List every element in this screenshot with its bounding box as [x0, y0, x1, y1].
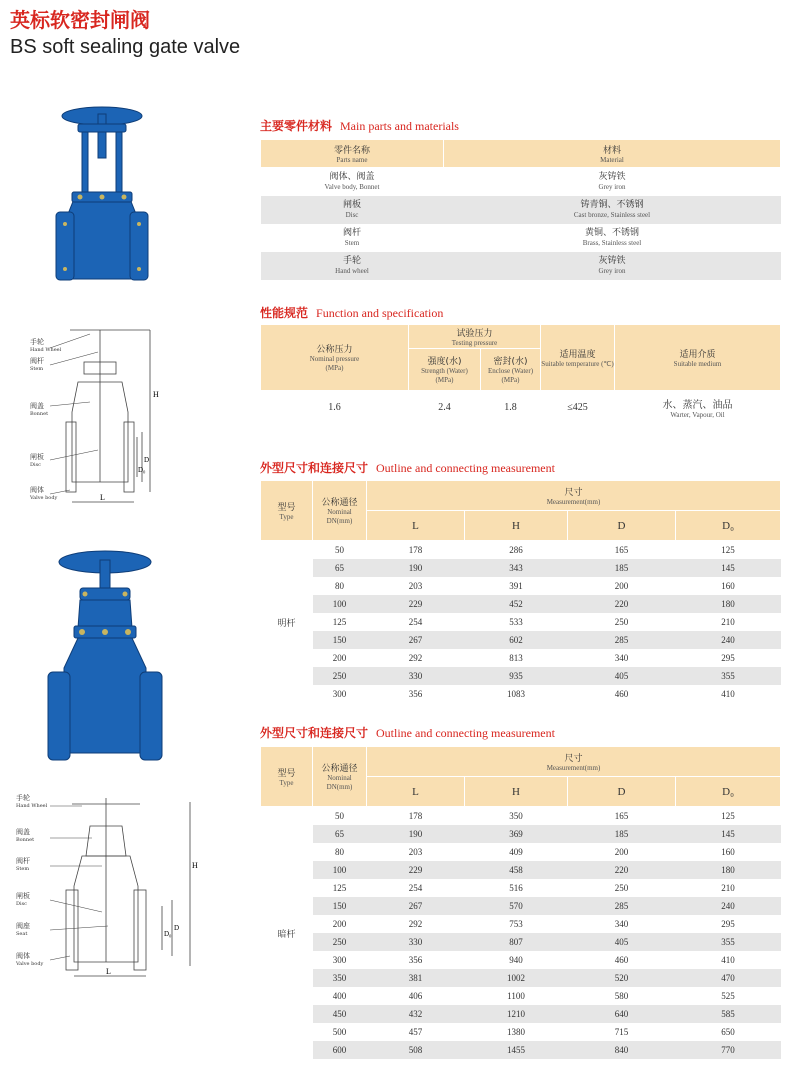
table-cell: 406 — [408, 991, 423, 1001]
table-cell: 285 — [568, 897, 676, 915]
parts-col-material: 材料 Material — [444, 140, 781, 168]
table-cell: 343 — [465, 559, 568, 577]
table-cell: 753 — [509, 919, 523, 929]
table-cell: 100 — [313, 595, 367, 613]
table-row — [261, 649, 781, 667]
table-row — [261, 825, 781, 843]
table-row — [261, 595, 781, 613]
table-row — [261, 541, 781, 560]
table-cell: 267 — [367, 897, 465, 915]
table-cell: 356 — [408, 689, 423, 699]
label2-bonnet-en: Bonnet — [16, 837, 35, 843]
table-row — [261, 933, 781, 951]
parts-col-name: 零件名称 Parts name — [261, 140, 444, 168]
table-cell: 50 — [335, 811, 344, 821]
table-row — [261, 861, 781, 879]
table-cell: 602 — [465, 631, 568, 649]
label-disc-en: Disc — [30, 462, 41, 468]
non-rising-stem-valve-drawing — [10, 786, 200, 986]
table-cell: 165 — [614, 811, 629, 821]
table-cell: 410 — [721, 689, 735, 699]
dims1-col-L: L — [367, 511, 465, 541]
table-cell: 65 — [313, 825, 367, 843]
table-cell: 185 — [568, 559, 676, 577]
dims2-heading: 外型尺寸和连接尺寸 Outline and connecting measurement — [260, 726, 555, 740]
table-cell: 125 — [721, 811, 735, 821]
dims2-table — [260, 746, 781, 1059]
table-cell: 432 — [367, 1005, 465, 1023]
non-rising-stem-valve-photo — [40, 548, 170, 770]
spec-heading: 性能规范 Function and specification — [260, 306, 444, 320]
label2-handwheel-cn: 手轮 — [16, 794, 30, 802]
dims2-col-dn: 公称通径 Nominal DN(mm) — [313, 747, 367, 807]
table-cell: 400 — [332, 991, 347, 1001]
table-cell: 250 — [313, 667, 367, 685]
table-cell: 203 — [408, 847, 423, 857]
table-cell: 500 — [332, 1027, 347, 1037]
label-handwheel-en: Hand Wheel — [30, 347, 62, 353]
table-cell: 254 — [408, 883, 423, 893]
table-cell: 229 — [367, 595, 465, 613]
table-cell: 65 — [313, 559, 367, 577]
parts-heading: 主要零件材料 Main parts and materials — [260, 119, 459, 133]
table-cell: 1100 — [507, 991, 525, 1001]
table-cell: 355 — [676, 933, 781, 951]
table-cell: 350 — [313, 969, 367, 987]
table-cell: 185 — [568, 825, 676, 843]
dims2-col-L: L — [367, 777, 465, 807]
page-title-en: BS soft sealing gate valve — [10, 36, 241, 58]
dims2-col-measurement: 尺寸 Measurement(mm) — [367, 747, 781, 777]
table-cell: 381 — [367, 969, 465, 987]
table-cell: 460 — [614, 689, 629, 699]
dims1-col-D: D — [568, 511, 676, 541]
table-cell: 203 — [408, 581, 423, 591]
label-body-en: Valve body — [30, 495, 58, 501]
rising-stem-valve-drawing — [10, 322, 170, 512]
table-cell: 516 — [509, 883, 523, 893]
table-cell: 292 — [408, 919, 423, 929]
table-cell: 178 — [408, 545, 423, 555]
table-row — [261, 969, 781, 987]
table-cell: 525 — [721, 991, 735, 1001]
table-cell: 520 — [568, 969, 676, 987]
dims1-col-dn: 公称通径 Nominal DN(mm) — [313, 481, 367, 541]
label2-handwheel-en: Hand Wheel — [16, 803, 48, 809]
table-cell: 450 — [313, 1005, 367, 1023]
dims1-col-measurement: 尺寸 Measurement(mm) — [367, 481, 781, 511]
table-cell: 80 — [335, 581, 344, 591]
type-label: 暗杆 — [261, 807, 313, 1060]
rising-stem-valve-photo — [52, 104, 160, 294]
dim-L-label: L — [100, 493, 105, 502]
dims1-col-H: H — [465, 511, 568, 541]
table-cell: 470 — [676, 969, 781, 987]
table-cell: 457 — [408, 1027, 423, 1037]
spec-col-strength: 强度(水) Strength (Water) (MPa) — [409, 349, 481, 391]
table-row — [261, 915, 781, 933]
label2-disc-cn: 闸板 — [16, 892, 30, 900]
dim2-H-label: H — [192, 861, 198, 870]
table-cell: 178 — [408, 811, 423, 821]
dims1-heading: 外型尺寸和连接尺寸 Outline and connecting measurement — [260, 461, 555, 475]
label-handwheel-cn: 手轮 — [30, 338, 44, 346]
table-cell: 160 — [721, 847, 735, 857]
table-cell: 940 — [509, 955, 523, 965]
table-cell: 160 — [721, 581, 735, 591]
dim-H-label: H — [153, 390, 159, 399]
table-cell: 50 — [335, 545, 344, 555]
table-cell: 340 — [614, 919, 629, 929]
spec-col-nominal-pressure: 公称压力 Nominal pressure (MPa) — [261, 325, 409, 391]
spec-table — [260, 324, 781, 425]
table-cell: 150 — [313, 897, 367, 915]
label-body-cn: 阀体 — [30, 486, 44, 494]
table-cell: 330 — [367, 667, 465, 685]
dim-D0-label: D₀ — [138, 466, 146, 474]
table-row — [261, 685, 781, 703]
table-cell: 807 — [465, 933, 568, 951]
type-label: 明杆 — [261, 541, 313, 704]
table-cell: 508 — [367, 1041, 465, 1059]
table-cell: 220 — [568, 595, 676, 613]
label-stem-en: Stem — [30, 366, 44, 372]
dims1-table — [260, 480, 781, 703]
table-cell: 254 — [408, 617, 423, 627]
table-cell: 650 — [721, 1027, 735, 1037]
table-cell: 80 — [335, 847, 344, 857]
table-cell: 409 — [509, 847, 523, 857]
page-title-cn: 英标软密封闸阀 — [10, 8, 150, 32]
table-cell: 200 — [332, 919, 347, 929]
parts-row: 闸板 Disc 铸青铜、不锈钢 Cast bronze, Stainless steel — [261, 196, 781, 224]
table-cell: 1002 — [465, 969, 568, 987]
table-row — [261, 631, 781, 649]
table-cell: 240 — [676, 897, 781, 915]
table-cell: 210 — [721, 883, 735, 893]
table-cell: 200 — [614, 581, 629, 591]
table-cell: 165 — [614, 545, 629, 555]
table-cell: 125 — [332, 883, 347, 893]
table-cell: 355 — [676, 667, 781, 685]
table-cell: 570 — [465, 897, 568, 915]
dims1-body — [261, 541, 781, 704]
table-row — [261, 879, 781, 897]
table-cell: 285 — [568, 631, 676, 649]
table-cell: 640 — [568, 1005, 676, 1023]
table-cell: 330 — [367, 933, 465, 951]
table-cell: 300 — [332, 689, 347, 699]
label2-seat-cn: 阀座 — [16, 922, 30, 930]
spec-col-testing-pressure: 试验压力 Testing pressure — [409, 325, 541, 349]
label2-body-en: Valve body — [16, 961, 44, 967]
dim2-D0-label: D₀ — [164, 930, 172, 938]
parts-row: 阀杆 Stem 黄铜、不锈钢 Brass, Stainless steel — [342, 227, 642, 247]
table-cell: 356 — [408, 955, 423, 965]
table-cell: 190 — [367, 559, 465, 577]
label2-stem-en: Stem — [16, 866, 30, 872]
table-row — [261, 843, 781, 861]
table-row — [261, 897, 781, 915]
table-cell: 295 — [721, 919, 735, 929]
table-row — [261, 1041, 781, 1059]
table-cell: 145 — [676, 825, 781, 843]
table-cell: 715 — [614, 1027, 629, 1037]
dims2-body — [261, 807, 781, 1060]
label2-bonnet-cn: 阀盖 — [16, 828, 30, 836]
parts-row: 手轮 Hand wheel 灰铸铁 Grey iron — [261, 252, 781, 280]
table-cell: 350 — [509, 811, 523, 821]
table-cell: 1083 — [507, 689, 525, 699]
table-cell: 585 — [676, 1005, 781, 1023]
spec-col-seal: 密封(水) Enclose (Water) (MPa) — [481, 349, 541, 391]
table-cell: 1210 — [465, 1005, 568, 1023]
table-cell: 125 — [332, 617, 347, 627]
table-cell: 240 — [676, 631, 781, 649]
table-cell: 410 — [721, 955, 735, 965]
table-row — [261, 559, 781, 577]
table-row — [261, 577, 781, 595]
dims2-col-D0: D₀ — [676, 777, 781, 807]
table-cell: 145 — [676, 559, 781, 577]
spec-col-medium: 适用介质 Suitable medium — [615, 325, 781, 391]
table-cell: 125 — [721, 545, 735, 555]
table-cell: 369 — [465, 825, 568, 843]
dims2-col-H: H — [465, 777, 568, 807]
dim2-D-label: D — [174, 924, 180, 932]
label2-stem-cn: 阀杆 — [16, 857, 30, 865]
table-cell: 460 — [614, 955, 629, 965]
table-cell: 250 — [614, 617, 629, 627]
table-cell: 200 — [332, 653, 347, 663]
table-cell: 1455 — [465, 1041, 568, 1059]
table-row — [261, 667, 781, 685]
parts-row: 阀体、阀盖 Valve body, Bonnet 灰铸铁 Grey iron — [324, 171, 626, 191]
table-cell: 813 — [509, 653, 523, 663]
table-cell: 458 — [465, 861, 568, 879]
table-cell: 229 — [367, 861, 465, 879]
table-cell: 180 — [676, 861, 781, 879]
label-stem-cn: 阀杆 — [30, 357, 44, 365]
dims1-col-D0: D₀ — [676, 511, 781, 541]
table-cell: 150 — [313, 631, 367, 649]
table-row — [261, 613, 781, 631]
table-cell: 391 — [509, 581, 523, 591]
table-cell: 200 — [614, 847, 629, 857]
table-cell: 300 — [332, 955, 347, 965]
table-cell: 580 — [614, 991, 629, 1001]
table-cell: 295 — [721, 653, 735, 663]
label2-disc-en: Disc — [16, 901, 27, 907]
table-cell: 220 — [568, 861, 676, 879]
table-cell: 600 — [313, 1041, 367, 1059]
dims1-col-type: 型号 Type — [261, 481, 313, 541]
table-row — [261, 987, 781, 1005]
spec-col-temperature: 适用温度 Suitable temperature (℃) — [541, 325, 615, 391]
table-cell: 1380 — [507, 1027, 525, 1037]
dim2-L-label: L — [106, 967, 111, 976]
table-cell: 340 — [614, 653, 629, 663]
table-cell: 452 — [465, 595, 568, 613]
table-row — [261, 1005, 781, 1023]
table-row — [261, 1023, 781, 1041]
table-cell: 405 — [568, 933, 676, 951]
table-cell: 210 — [721, 617, 735, 627]
table-cell: 840 — [568, 1041, 676, 1059]
dims2-col-type: 型号 Type — [261, 747, 313, 807]
table-row — [261, 807, 781, 826]
table-cell: 190 — [367, 825, 465, 843]
parts-table — [260, 139, 781, 280]
dim-D-label: D — [144, 456, 150, 464]
table-cell: 267 — [367, 631, 465, 649]
table-cell: 250 — [614, 883, 629, 893]
dims2-col-D: D — [568, 777, 676, 807]
table-cell: 250 — [313, 933, 367, 951]
table-cell: 533 — [509, 617, 523, 627]
label-bonnet-en: Bonnet — [30, 411, 49, 417]
label-disc-cn: 闸板 — [30, 453, 44, 461]
spec-row: 1.6 2.4 1.8 ≤425 水、蒸汽、油品 Warter, Vapour, Oil — [328, 399, 733, 419]
table-cell: 180 — [676, 595, 781, 613]
table-cell: 292 — [408, 653, 423, 663]
label2-body-cn: 阀体 — [16, 952, 30, 960]
table-cell: 770 — [676, 1041, 781, 1059]
table-cell: 286 — [509, 545, 523, 555]
table-cell: 405 — [568, 667, 676, 685]
label2-seat-en: Seat — [16, 931, 28, 937]
table-cell: 100 — [313, 861, 367, 879]
table-cell: 935 — [465, 667, 568, 685]
label-bonnet-cn: 阀盖 — [30, 402, 44, 410]
table-row — [261, 951, 781, 969]
